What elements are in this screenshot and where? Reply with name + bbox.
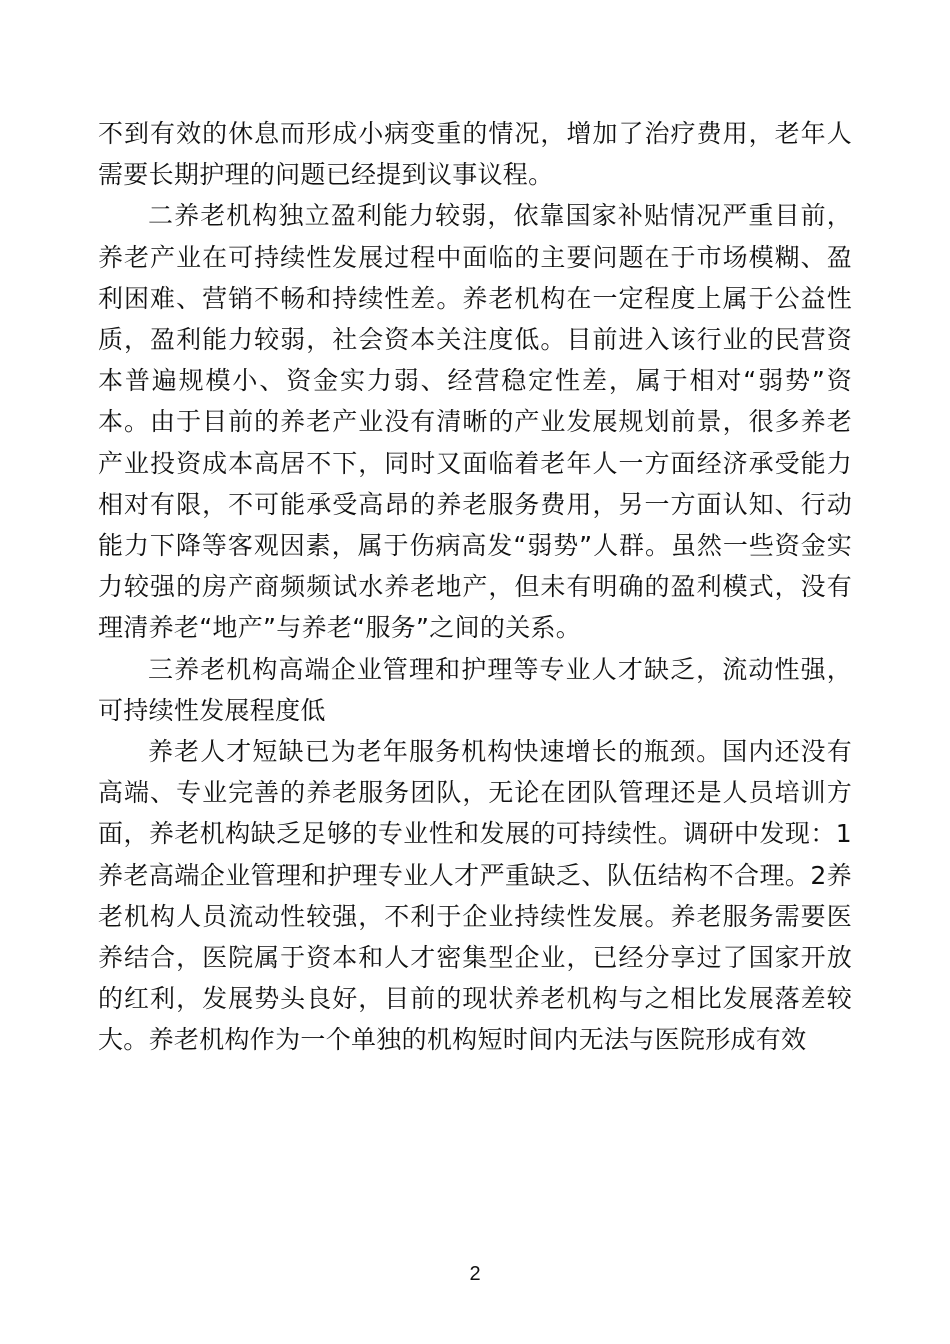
page-number: 2 [469,1263,481,1285]
paragraph-4: 养老人才短缺已为老年服务机构快速增长的瓶颈。国内还没有高端、专业完善的养老服务团队，无论在团队管理还是人员培训方面，养老机构缺乏足够的专业性和发展的可持续性。调研中发现：1养老高端企业管理和护理专业人才严重缺乏、队伍结构不合理。2养老机构人员流动性较强，不利于企业持续性发展。养老服务需要医养结合，医院属于资本和人才密集型企业，已经分享过了国家开放的红利，发展势头良好，目前的现状养老机构与之相比发展落差较大。养老机构作为一个单独的机构短时间内无法与医院形成有效 [98,737,852,1055]
paragraph-1: 不到有效的休息而形成小病变重的情况，增加了治疗费用，老年人需要长期护理的问题已经提到议事议程。 [98,119,852,190]
paragraph-3-heading: 三养老机构高端企业管理和护理等专业人才缺乏，流动性强，可持续性发展程度低 [98,654,852,725]
paragraph-2: 二养老机构独立盈利能力较弱，依靠国家补贴情况严重目前，养老产业在可持续性发展过程中面临的主要问题在于市场模糊、盈利困难、营销不畅和持续性差。养老机构在一定程度上属于公益性质，盈利能力较弱，社会资本关注度低。目前进入该行业的民营资本普遍规模小、资金实力弱、经营稳定性差，属于相对“弱势”资本。由于目前的养老产业没有清晰的产业发展规划前景，很多养老产业投资成本高居不下，同时又面临着老年人一方面经济承受能力相对有限，不可能承受高昂的养老服务费用，另一方面认知、行动能力下降等客观因素，属于伤病高发“弱势”人群。虽然一些资金实力较强的房产商频频试水养老地产，但未有明确的盈利模式，没有理清养老“地产”与养老“服务”之间的关系。 [98,201,852,643]
document-body [98,113,852,1061]
